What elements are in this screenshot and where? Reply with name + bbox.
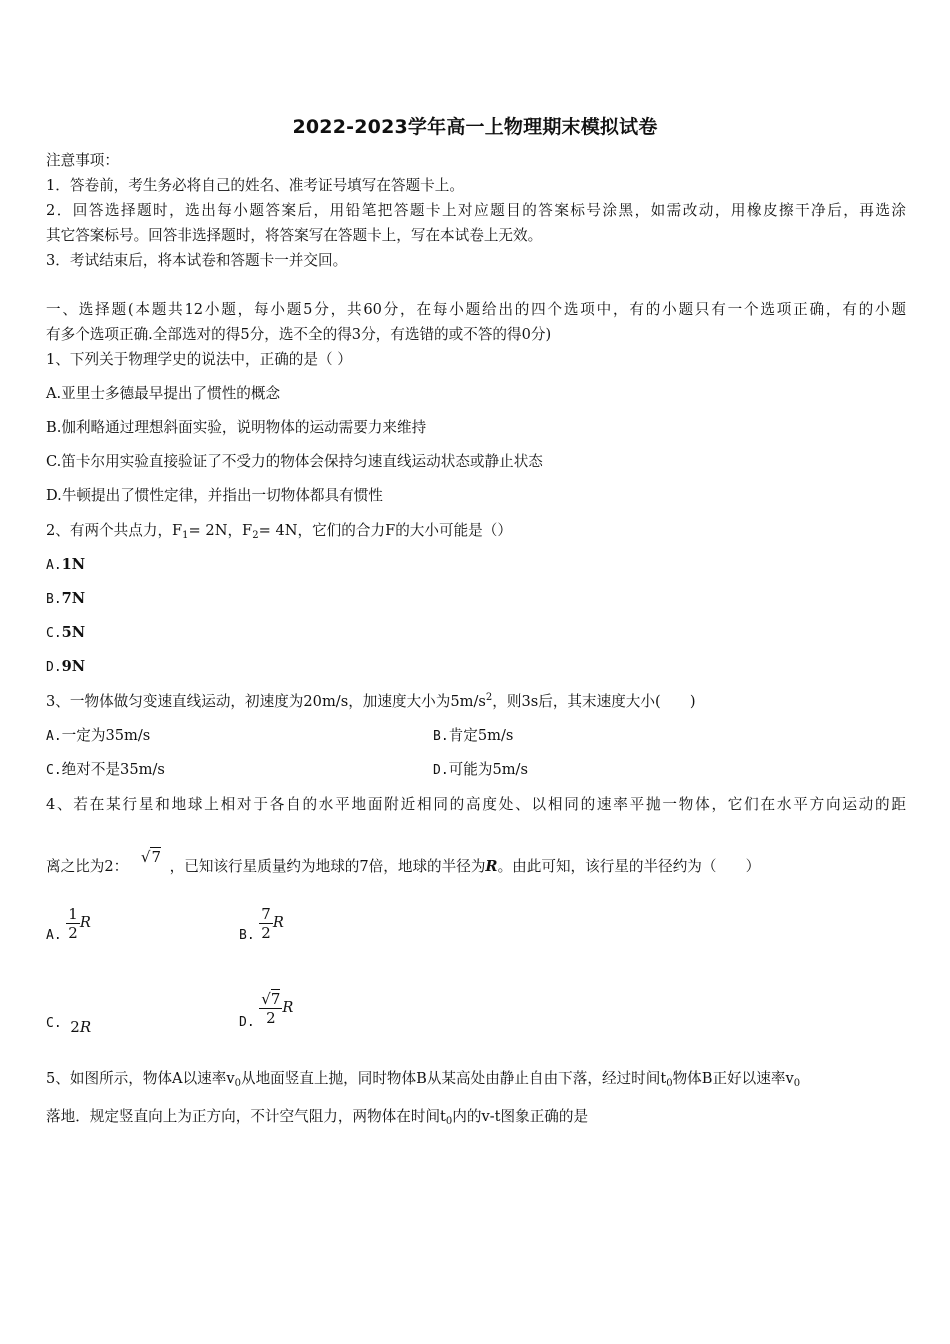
q3-option-a-text: 一定为35m/s: [61, 727, 151, 744]
q2-option-c-letter: C.: [46, 626, 62, 641]
q4-option-c-letter: C.: [46, 1016, 62, 1031]
q2-option-b-letter: B.: [46, 592, 62, 607]
q2-option-b: [46, 589, 85, 610]
q4-option-d-num: √7: [261, 989, 281, 1008]
q2-stem-mid: = 2N，F: [188, 522, 253, 539]
q2-option-b-text: 7N: [61, 590, 86, 607]
notice-heading: 注意事项：: [46, 152, 119, 169]
q4-line-2-post: ，已知该行星质量约为地球的7倍，地球的半径为: [169, 858, 486, 875]
q4-option-d-num-rad: 7: [270, 989, 281, 1008]
notice-item-3: 3．考试结束后，将本试卷和答题卡一并交回。: [46, 252, 348, 269]
q4-option-c-value: 2: [70, 1018, 80, 1036]
q4-option-c-r: R: [79, 1018, 92, 1036]
q3-option-d: [433, 760, 528, 781]
q3-option-a-letter: A.: [46, 729, 62, 744]
q5-line-2: [46, 1107, 588, 1127]
q4-option-a-letter: A.: [46, 928, 62, 943]
q5-line-2-a: 落地．规定竖直向上为正方向，不计空气阻力，两物体在时间t: [46, 1108, 446, 1125]
q4-option-a: [46, 903, 91, 947]
q3-option-c-letter: C.: [46, 763, 62, 778]
q2-sub-1: 1: [182, 530, 189, 541]
q4-line-2-pre: 离之比为2：: [46, 858, 129, 875]
q4-option-b-letter: B.: [239, 928, 255, 943]
q4-option-a-den: 2: [68, 923, 78, 942]
q1-option-b: B.伽利略通过理想斜面实验，说明物体的运动需要力来维持: [46, 419, 427, 436]
notice-item-1: 1．答卷前，考生务必将自己的姓名、准考证号填写在答题卡上。: [46, 177, 464, 194]
notice-item-2b: 其它答案标号。回答非选择题时，将答案写在答题卡上，写在本试卷上无效。: [46, 227, 543, 244]
q2-option-c-text: 5N: [61, 624, 86, 641]
q4-radius-symbol: R: [485, 858, 498, 875]
q3-option-c-text: 绝对不是35m/s: [61, 761, 165, 778]
q1-option-c: C.笛卡尔用实验直接验证了不受力的物体会保持匀速直线运动状态或静止状态: [46, 453, 543, 470]
q2-option-c: [46, 623, 85, 644]
q2-sub-2: 2: [252, 530, 259, 541]
q4-option-d-r: R: [282, 999, 294, 1016]
q4-option-b-r: R: [272, 914, 284, 931]
q4-option-c: [46, 1012, 91, 1034]
q2-stem-post: = 4N，它们的合力F的大小可能是（）: [258, 522, 512, 539]
q4-sqrt-expression: √7: [140, 848, 162, 866]
q5-line-1-c: 物体B正好以速率v: [672, 1070, 794, 1087]
notice-item-2a: 2．回答选择题时，选出每小题答案后，用铅笔把答题卡上对应题目的答案标号涂黑，如需改动，用橡皮擦干净后，再选涂: [46, 202, 906, 219]
q2-stem-pre: 2、有两个共点力，F: [46, 522, 183, 539]
q4-line-2-end: 。由此可知，该行星的半径约为（ ）: [497, 858, 761, 875]
q3-option-b: [433, 726, 513, 747]
q2-stem: [46, 521, 512, 541]
q5-sub-d: 0: [445, 1116, 453, 1127]
q5-line-2-b: 内的v-t图象正确的是: [452, 1108, 589, 1125]
q4-option-a-r: R: [79, 914, 91, 931]
q3-option-a: [46, 726, 150, 747]
q2-option-d: [46, 657, 85, 678]
q4-option-b-den: 2: [261, 923, 271, 942]
q5-sub-a: 0: [234, 1078, 241, 1089]
q4-line-2: [46, 848, 761, 877]
q5-sub-b: 0: [666, 1078, 673, 1089]
section1-line-2: 有多个选项正确.全部选对的得5分，选不全的得3分，有选错的或不答的得0分): [46, 326, 552, 343]
q3-stem: [46, 692, 696, 712]
q4-option-b-fraction: [259, 905, 273, 942]
q5-line-1: [46, 1069, 800, 1089]
q2-option-d-letter: D.: [46, 660, 62, 675]
section1-line-1: 一、选择题(本题共12小题，每小题5分，共60分，在每小题给出的四个选项中，有的小题只有一个选项正确，有的小题: [46, 301, 906, 318]
q3-option-d-letter: D.: [433, 763, 449, 778]
q3-option-b-letter: B.: [433, 729, 449, 744]
q4-option-d-den: 2: [259, 1008, 282, 1027]
q1-option-d: D.牛顿提出了惯性定律，并指出一切物体都具有惯性: [46, 487, 383, 504]
q4-option-a-fraction: [66, 905, 80, 942]
q4-option-d: [239, 988, 293, 1038]
q3-sup: 2: [485, 692, 493, 703]
q2-option-a: [46, 555, 85, 576]
q4-option-d-fraction: [259, 990, 282, 1027]
q4-sqrt-arg: 7: [151, 848, 162, 866]
q4-option-b: [239, 903, 284, 947]
q4-option-a-num: 1: [68, 904, 78, 923]
q4-option-b-num: 7: [261, 904, 271, 923]
q3-stem-post: ，则3s后，其末速度大小( ): [492, 693, 696, 710]
q3-option-b-text: 肯定5m/s: [448, 727, 514, 744]
q2-option-d-text: 9N: [61, 658, 86, 675]
q5-line-1-b: 从地面竖直上抛，同时物体B从某高处由静止自由下落，经过时间t: [240, 1070, 667, 1087]
q3-option-c: [46, 760, 165, 781]
q2-option-a-letter: A.: [46, 558, 62, 573]
q5-sub-c: 0: [793, 1078, 801, 1089]
q3-option-d-text: 可能为5m/s: [448, 761, 528, 778]
q1-stem: 1、下列关于物理学史的说法中，正确的是（ ）: [46, 351, 352, 368]
q4-line-1: 4、若在某行星和地球上相对于各自的水平地面附近相同的高度处、以相同的速率平抛一物体，它们在水平方向运动的距: [46, 796, 906, 813]
q5-line-1-a: 5、如图所示，物体A以速率v: [46, 1070, 235, 1087]
q3-stem-pre: 3、一物体做匀变速直线运动，初速度为20m/s，加速度大小为5m/s: [46, 693, 486, 710]
page-title: 2022-2023学年高一上物理期末模拟试卷: [292, 116, 658, 138]
q4-option-d-letter: D.: [239, 1015, 255, 1030]
q1-option-a: A.亚里士多德最早提出了惯性的概念: [46, 385, 281, 402]
q2-option-a-text: 1N: [61, 556, 86, 573]
